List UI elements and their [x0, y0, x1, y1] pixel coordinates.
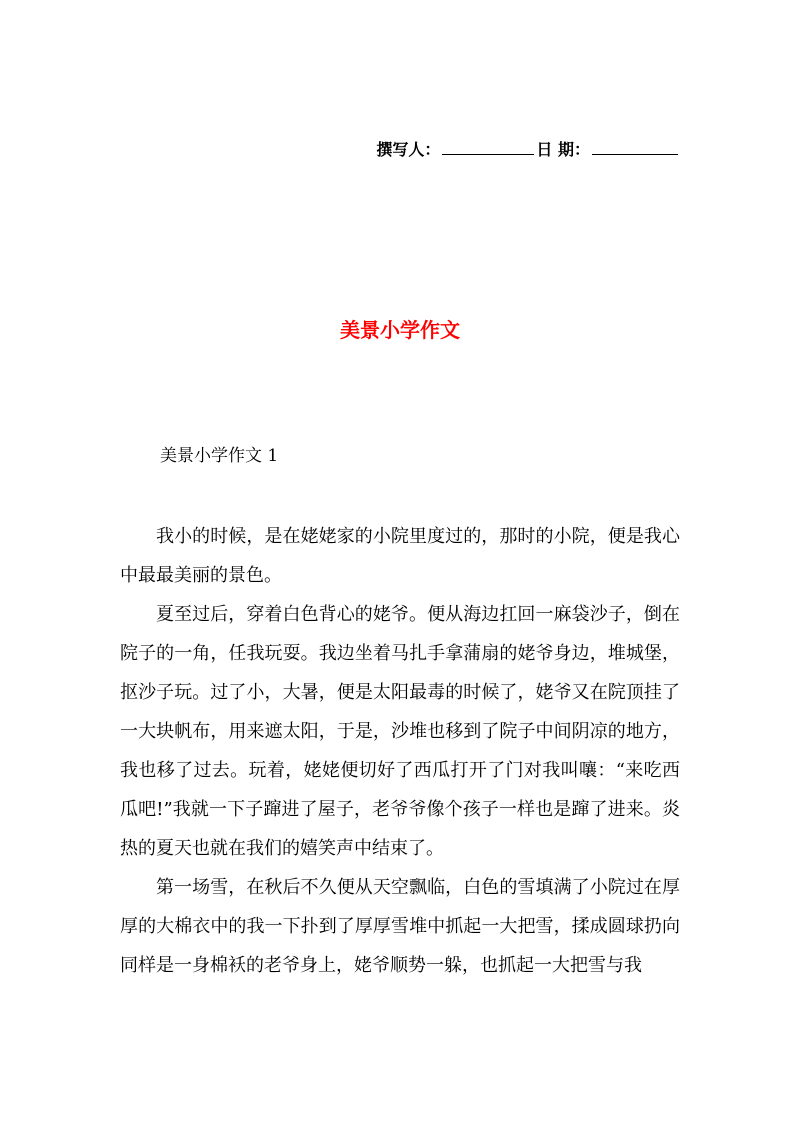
date-blank	[592, 138, 678, 155]
document-title: 美景小学作文	[340, 318, 460, 342]
paragraph: 我小的时候，是在姥姥家的小院里度过的，那时的小院，便是我心中最最美丽的景色。	[120, 526, 680, 586]
author-label: 撰写人：	[376, 140, 441, 159]
paragraph: 第一场雪，在秋后不久便从天空飘临，白色的雪填满了小院过在厚厚的大棉衣中的我一下扑到了厚厚雪堆中抓起一大把雪，揉成圆球扔向同样是一身棉袄的老爷身上，姥爷顺势一躲，也抓起一大把雪与我	[120, 877, 680, 976]
author-date-line	[376, 137, 680, 160]
date-label: 日 期：	[536, 140, 590, 159]
essay-subheading: 美景小学作文 1	[160, 446, 279, 466]
essay-body	[120, 517, 680, 985]
author-blank	[442, 138, 534, 155]
paragraph: 夏至过后，穿着白色背心的姥爷。便从海边扛回一麻袋沙子，倒在院子的一角，任我玩耍。我边坐着马扎手拿蒲扇的姥爷身边，堆城堡，抠沙子玩。过了小，大暑，便是太阳最毒的时候了，姥爷又在院顶挂了一大块帆布，用来遮太阳，于是，沙堆也移到了院子中间阴凉的地方，我也移了过去。玩着，姥姥便切好了西瓜打开了门对我叫嚷：“来吃西瓜吧!”我就一下子蹿进了屋子，老爷爷像个孩子一样也是蹿了进来。炎热的夏天也就在我们的嬉笑声中结束了。	[120, 604, 680, 859]
